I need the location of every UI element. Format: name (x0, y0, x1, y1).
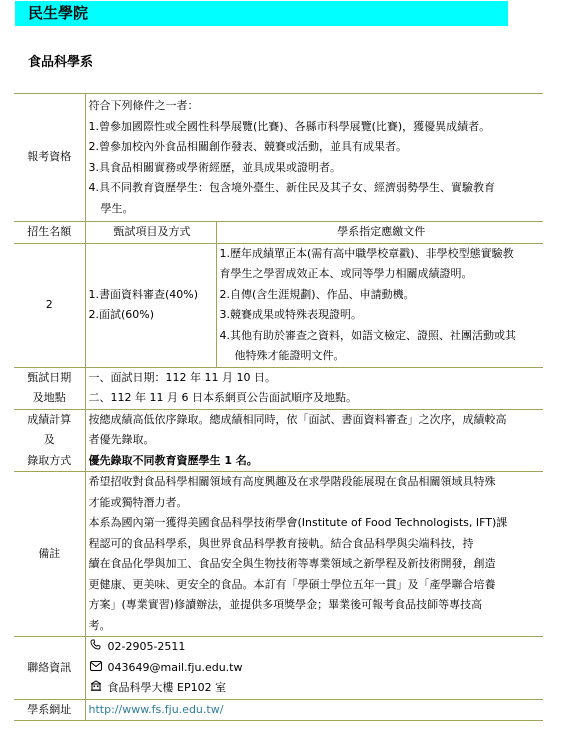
department-title: 食品科學系 (28, 55, 94, 70)
doc-item: 1.歷年成績單正本(需有高中職學校章戳)、非學校型態實驗教 (219, 246, 514, 260)
enrollment-count: 2 (14, 243, 85, 367)
remarks-content (85, 472, 543, 637)
address-text: 食品科學大樓 EP102 室 (107, 681, 227, 694)
method-list (85, 243, 216, 367)
remarks-line: 考。 (88, 618, 111, 632)
exam-label-line: 及地點 (32, 391, 66, 404)
contact-content (85, 637, 543, 700)
grading-label-line: 錄取方式 (27, 453, 72, 467)
method-item: 2.面試(60%) (88, 308, 155, 321)
enrollment-header-row (14, 222, 543, 244)
remarks-line: 才能或獨特潛力者。 (88, 495, 188, 509)
contact-address (89, 678, 544, 699)
admission-info-table (14, 93, 543, 721)
docs-header: 學系指定應繳文件 (216, 222, 543, 244)
remarks-label: 備註 (14, 472, 85, 637)
exam-line: 二、112 年 11 月 6 日本系網頁公告面試順序及地點。 (88, 391, 357, 404)
phone-number: 02-2905-2511 (107, 640, 186, 653)
doc-item: 他特殊才能證明文件。 (234, 349, 345, 362)
qualifications-label: 報考資格 (14, 94, 85, 222)
method-header: 甄試項目及方式 (85, 222, 216, 244)
exam-content (85, 367, 543, 409)
grading-content (85, 409, 543, 472)
docs-list (216, 243, 543, 367)
doc-item: 4.其他有助於審查之資料，如語文檢定、證照、社團活動或其 (219, 328, 516, 342)
grading-line: 按總成績高低依序錄取。總成績相同時，依「面試、書面資料審查」之次序，成績較高 (88, 412, 507, 426)
qualification-item: 3.具食品相關實務或學術經歷，並具成果或證明者。 (88, 160, 341, 174)
grading-priority: 優先錄取不同教育資歷學生 1 名。 (88, 453, 258, 467)
building-icon (89, 678, 103, 699)
remarks-line: 希望招收對食品科學相關領域有高度興趣及在求學階段能展現在食品相關領域具特殊 (88, 475, 496, 488)
doc-item: 3.競賽成果或特殊表現證明。 (219, 308, 362, 321)
qualification-item: 4.具不同教育資歷學生：包含境外臺生、新住民及其子女、經濟弱勢學生、實驗教育 (88, 181, 495, 194)
qualification-item: 學生。 (100, 201, 134, 215)
grading-line: 者優先錄取。 (88, 433, 155, 446)
method-item: 1.書面資料審查(40%) (88, 287, 199, 301)
remarks-line: 更健康、更美味、更安全的食品。本訂有「學碩士學位五年一貫」及「產學聯合培養 (88, 577, 496, 591)
phone-icon (89, 637, 103, 658)
qualifications-intro: 符合下列條件之一者： (88, 99, 199, 112)
grading-row (14, 409, 543, 472)
exam-label-line: 甄試日期 (27, 370, 72, 384)
college-banner (15, 1, 508, 26)
remarks-row (14, 472, 543, 637)
website-row (14, 699, 543, 721)
qualification-item: 2.曾參加校內外食品相關創作發表、競賽或活動，並具有成果者。 (88, 140, 407, 153)
college-title: 民生學院 (28, 4, 89, 22)
remarks-line: 方案」(專業實習)修讀辦法，並提供多項獎學金；畢業後可報考食品技師等專技高 (88, 598, 483, 611)
qualifications-row (14, 94, 543, 222)
remarks-line: 本系為國內第一獲得美國食品科學技術學會(Institute of Food Technologists, IFT)課 (88, 516, 508, 529)
email-link[interactable]: 043649@mail.fju.edu.tw (107, 660, 243, 674)
website-link[interactable]: http://www.fs.fju.edu.tw/ (88, 702, 224, 716)
exam-label (14, 367, 85, 409)
website-label: 學系網址 (14, 699, 85, 721)
contact-label: 聯絡資訊 (14, 637, 85, 700)
exam-line: 一、面試日期：112 年 11 月 10 日。 (88, 370, 276, 384)
qualifications-content (85, 94, 543, 222)
envelope-icon (89, 658, 103, 679)
grading-label-line: 及 (43, 433, 55, 446)
contact-email (89, 658, 544, 679)
remarks-line: 程認可的食品科學系，與世界食品科學教育接軌。結合食品科學與尖端科技，持 (88, 536, 474, 550)
contact-row (14, 637, 543, 700)
remarks-line: 續在食品化學與加工、食品安全與生物技術等專業領域之新學程及新技術開發，創造 (88, 557, 496, 570)
grading-label-line: 成績計算 (27, 412, 72, 426)
doc-item: 育學生之學習成效正本、或同等學力相關成績證明。 (219, 267, 473, 280)
exam-row (14, 367, 543, 409)
enrollment-label: 招生名額 (14, 222, 85, 244)
website-content (85, 699, 543, 721)
doc-item: 2.自傳(含生涯規劃)、作品、申請動機。 (219, 287, 415, 301)
enrollment-row (14, 243, 543, 367)
grading-label (14, 409, 85, 472)
qualification-item: 1.曾參加國際性或全國性科學展覽(比賽)、各縣市科學展覽(比賽)，獲優異成績者。 (88, 119, 491, 133)
contact-phone (89, 637, 544, 658)
